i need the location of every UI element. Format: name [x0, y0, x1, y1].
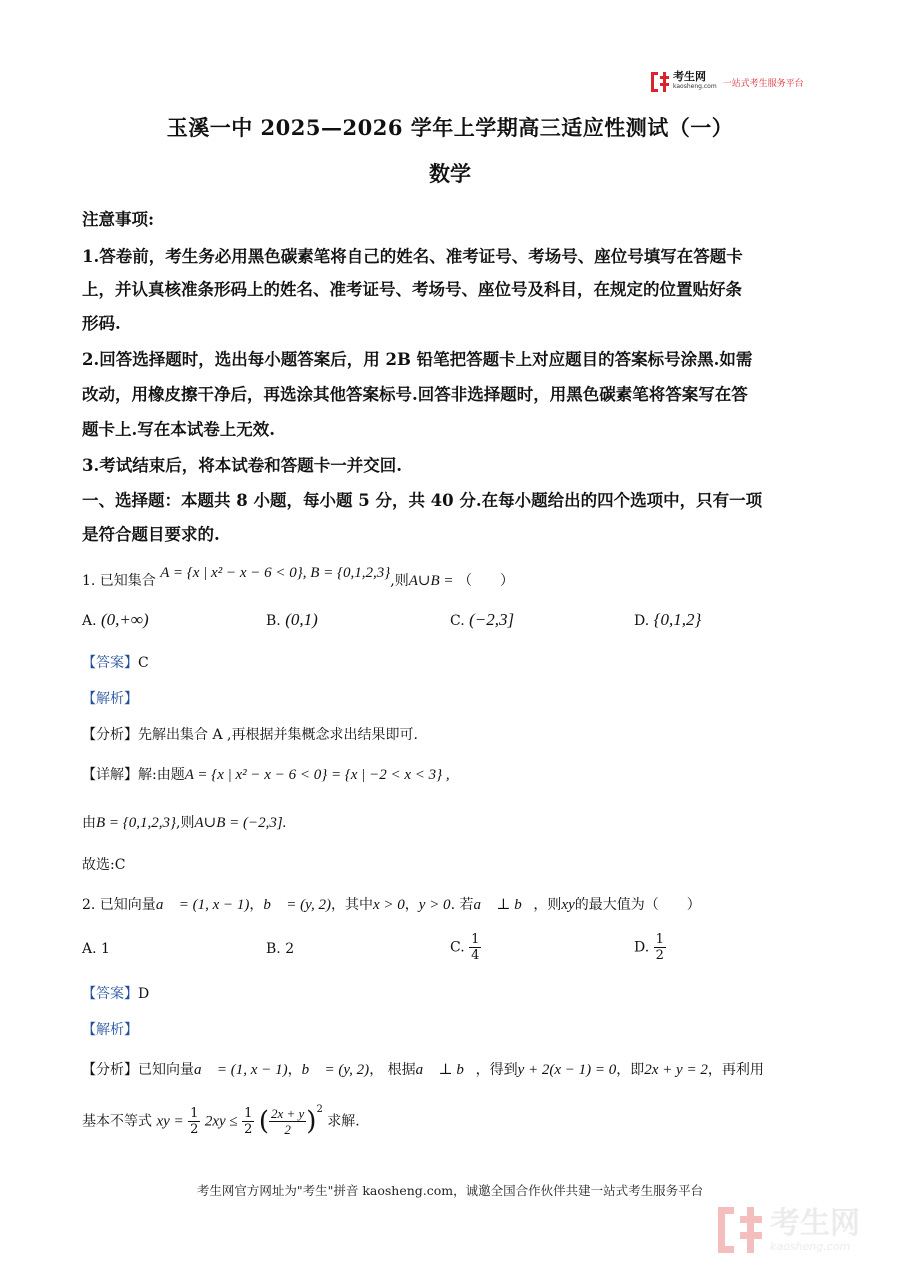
q1-suffix: ,则 — [390, 573, 409, 589]
notice-line: 上，并认真核准条形码上的姓名、准考证号、考场号、座位号及科目，在规定的位置贴好条 — [82, 280, 742, 299]
q2-fenxi: 【分析】已知向量a⃗ = (1, x − 1)，b⃗ = (y, 2)， 根据a⃗ ⊥ b⃗，得到y + 2(x − 1) = 0，即2x + y = 2，再利用 — [82, 1062, 764, 1078]
q1-prefix: 1. 已知集合 — [82, 573, 156, 589]
q1-step2: 由B = {0,1,2,3},则A∪B = (−2,3]. — [82, 815, 287, 831]
notice-line: 3.考试结束后，将本试卷和答题卡一并交回. — [82, 456, 402, 475]
watermark-cn: 考生网 — [770, 1205, 860, 1241]
q1-paren: （ ） — [457, 573, 514, 589]
notice-heading: 注意事项: — [82, 210, 155, 229]
logo-slogan: 一站式考生服务平台 — [722, 78, 804, 89]
notice-line: 题卡上.写在本试卷上无效. — [82, 420, 275, 439]
q1-option-d: D. {0,1,2} — [634, 610, 702, 629]
exam-title: 玉溪一中 2025—2026 学年上学期高三适应性测试（一） — [166, 115, 734, 140]
watermark — [718, 1207, 860, 1253]
q1-expr: A∪B = — [408, 573, 454, 589]
q2-option-d: D. $\frac{1}{2}$ — [634, 932, 664, 963]
notice-line: 形码. — [82, 314, 121, 333]
notice-line: 2.回答选择题时，选出每小题答案后，用 2B 铅笔把答题卡上对应题目的答案标号涂黑.如需 — [82, 350, 753, 369]
q1-fenxi: 【分析】先解出集合 A ,再根据并集概念求出结果即可. — [82, 727, 418, 743]
q1-set-a: A = {x | x² − x − 6 < 0}, B = {0,1,2,3} — [160, 565, 391, 581]
notice-line: 改动，用橡皮擦干净后，再选涂其他答案标号.回答非选择题时，用黑色碳素笔将答案写在答 — [82, 385, 748, 404]
q2-option-a: A. 1 — [82, 941, 110, 957]
page-footer: 考生网官方网址为"考生"拼音 kaosheng.com，诚邀全国合作伙伴共建一站式考生服务平台 — [196, 1183, 704, 1198]
question-1 — [82, 565, 514, 590]
question-2: 2. 已知向量a⃗ = (1, x − 1)，b⃗ = (y, 2)，其中x > 0，y > 0. 若a⃗ ⊥ b⃗，则xy的最大值为（ ） — [82, 897, 701, 913]
q1-option-a: A. (0,+∞) — [82, 610, 149, 629]
header-logo — [651, 72, 804, 92]
q1-detail: 【详解】解:由题A = {x | x² − x − 6 < 0} = {x | −2 < x < 3} , — [82, 767, 450, 783]
exam-subject: 数学 — [429, 161, 471, 186]
q2-option-c: C. $\frac{1}{4}$ — [450, 932, 480, 963]
logo-cn: 考生网 — [673, 70, 706, 83]
notice-line: 1.答卷前，考生务必用黑色碳素笔将自己的姓名、准考证号、考场号、座位号填写在答题卡 — [82, 247, 743, 266]
q2-analysis-tag: 【解析】 — [82, 1022, 138, 1038]
q1-conclusion: 故选:C — [82, 857, 126, 873]
section-heading: 一、选择题：本题共 8 小题，每小题 5 分，共 40 分.在每小题给出的四个选项中，只有一项 — [82, 491, 763, 510]
q1-analysis-tag: 【解析】 — [82, 691, 138, 707]
watermark-en: kaosheng.com — [770, 1239, 851, 1253]
kaosheng-logo-icon — [651, 72, 669, 92]
q1-option-c: C. (−2,3] — [450, 610, 515, 629]
q1-answer: 【答案】C — [82, 655, 149, 671]
q2-inequality: 基本不等式 xy = $\frac{1}{2}$ 2xy ≤ $\frac{1}{2}$ ( $\frac{2x + y}{2}$ )$^2$ 求解. — [82, 1103, 360, 1137]
q2-option-b: B. 2 — [266, 941, 295, 957]
kaosheng-watermark-icon — [718, 1207, 764, 1253]
q2-answer: 【答案】D — [82, 986, 150, 1002]
logo-en: kaosheng.com — [673, 83, 717, 90]
q1-option-b: B. (0,1) — [266, 610, 318, 629]
section-heading-cont: 是符合题目要求的. — [82, 525, 220, 544]
